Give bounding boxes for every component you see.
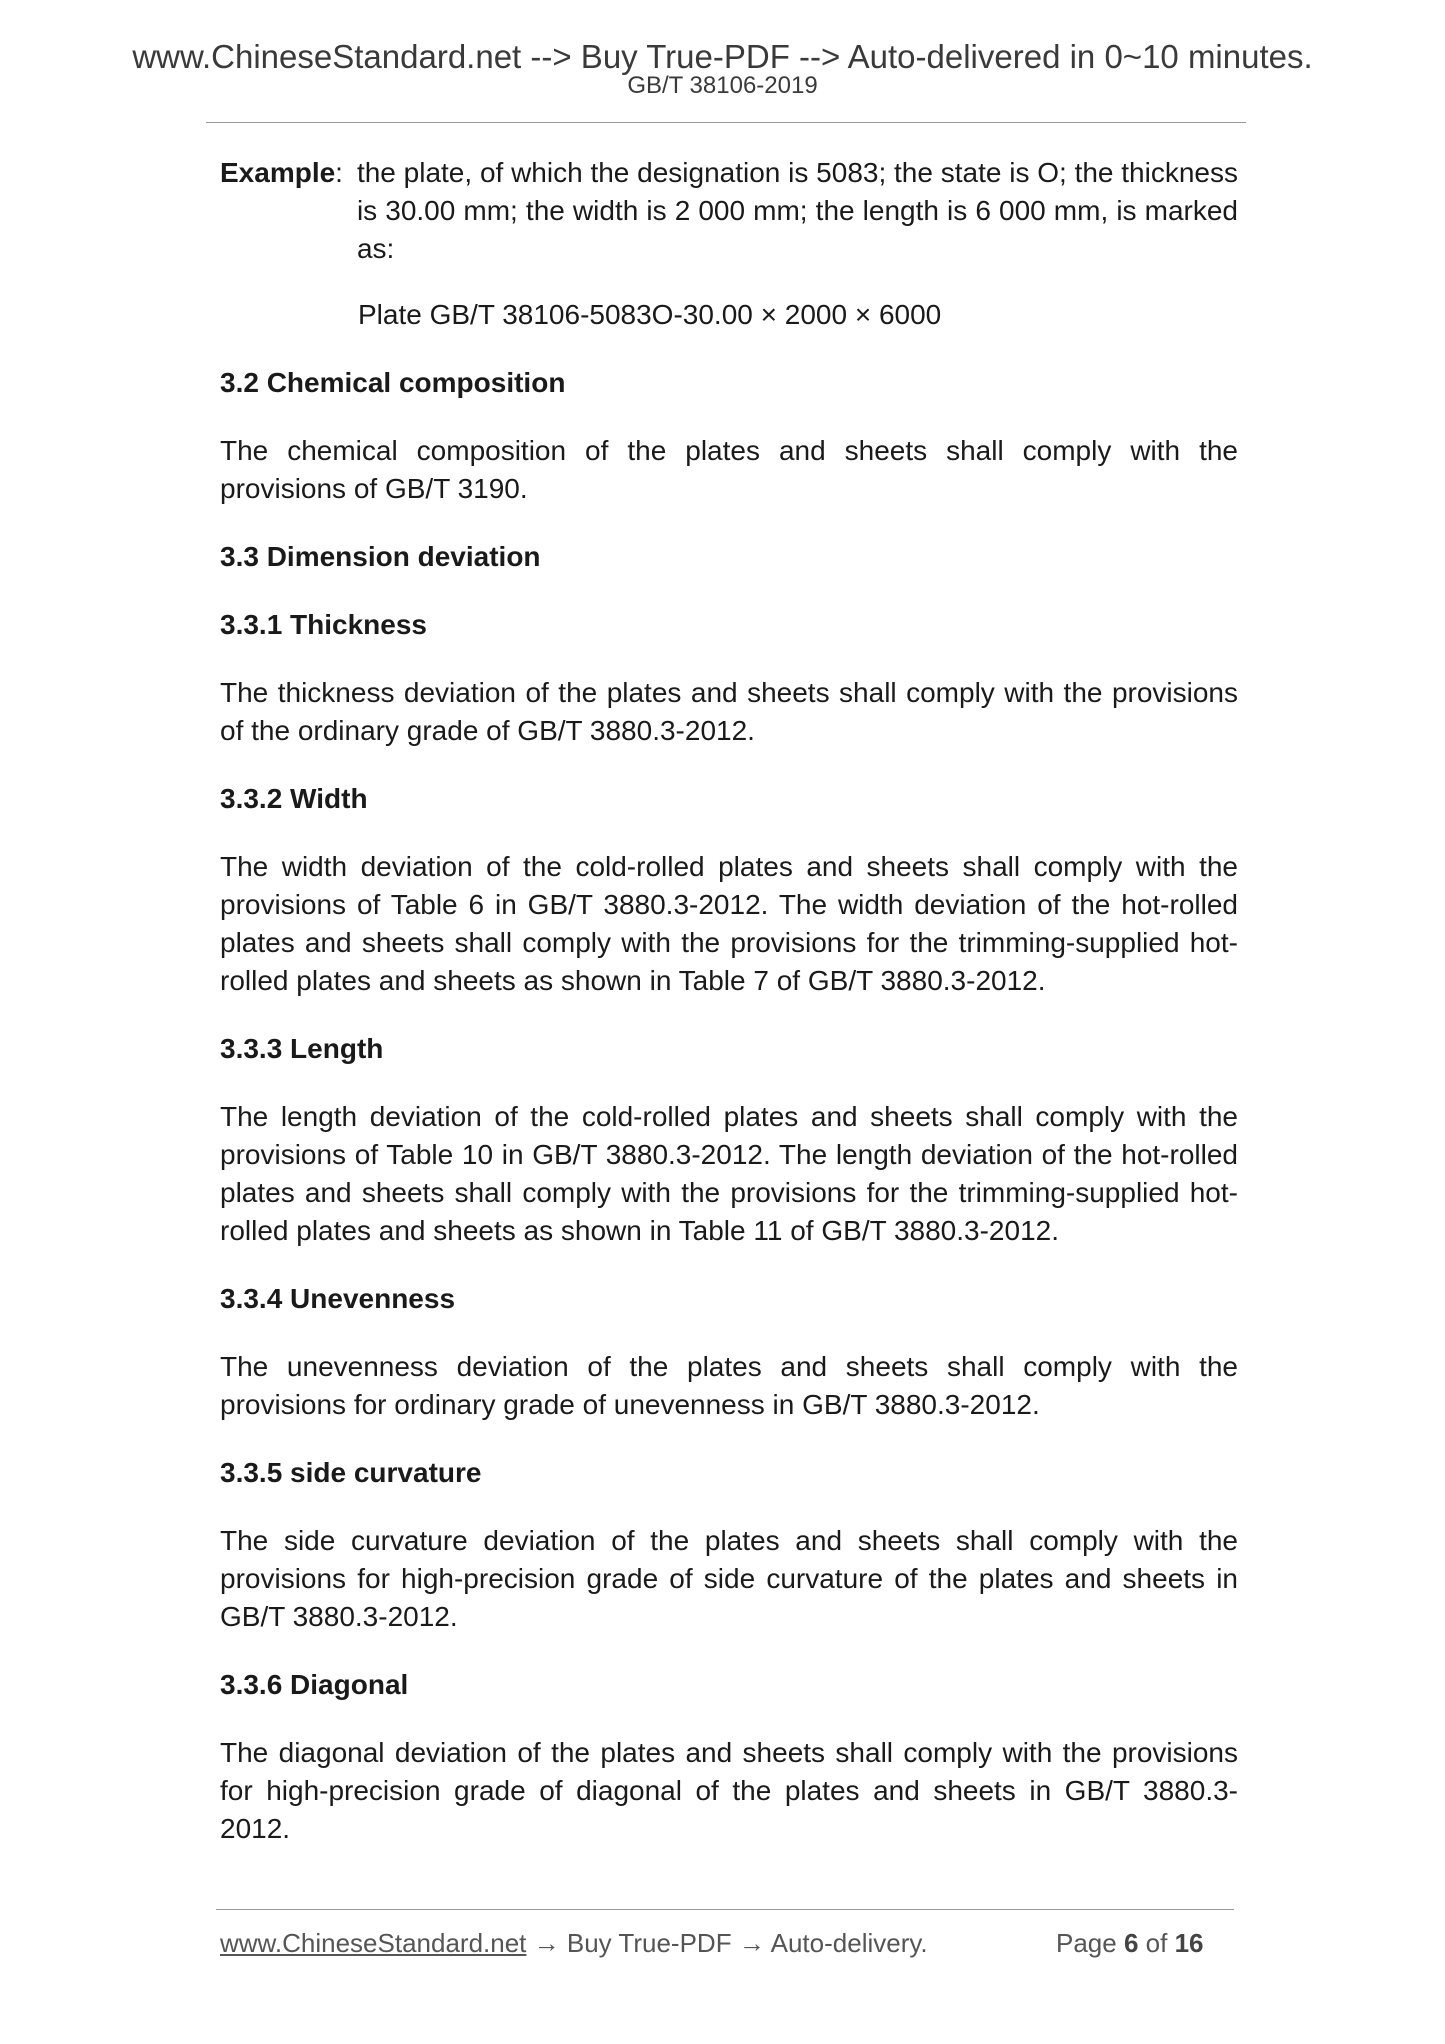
section-text-3-3-2: The width deviation of the cold-rolled plates and sheets shall comply with the provisions of Table 6 in GB/T 3880.3-2012. The width deviation of the hot-rolled plates and sheets shall comply with the provisions for the trimming-supplied hot-rolled plates and sheets as shown in Table 7 of GB/T 3880.3-2012. — [220, 851, 1238, 996]
page-of: of — [1145, 1928, 1168, 1958]
arrow-right-icon: → — [533, 1928, 560, 1958]
section-heading-3-3-3: 3.3.3 Length — [220, 1033, 384, 1064]
footer-site-link[interactable]: www.ChineseStandard.net — [220, 1928, 527, 1958]
example-label-wrap: Example: — [220, 157, 343, 188]
top-banner: www.ChineseStandard.net --> Buy True-PDF --> Auto-delivered in 0~10 minutes. — [132, 38, 1313, 75]
document-body — [220, 154, 1238, 1848]
section-text-3-3-1: The thickness deviation of the plates and sheets shall comply with the provisions of the ordinary grade of GB/T 3880.3-2012. — [220, 677, 1238, 746]
page-total: 16 — [1174, 1928, 1204, 1958]
page-label: Page — [1056, 1928, 1117, 1958]
page-number — [1056, 1928, 1204, 1959]
section-heading-3-3-5: 3.3.5 side curvature — [220, 1457, 482, 1488]
footer-divider — [216, 1909, 1234, 1910]
section-text-3-3-6: The diagonal deviation of the plates and sheets shall comply with the provisions for high-precision grade of diagonal of the plates and sheets in GB/T 3880.3-2012. — [220, 1737, 1238, 1844]
section-text-3-2: The chemical composition of the plates and sheets shall comply with the provisions of GB/T 3190. — [220, 435, 1238, 504]
example-text: the plate, of which the designation is 5083; the state is O; the thickness is 30.00 mm; the width is 2 000 mm; the length is 6 000 mm, is marked as: — [356, 157, 1238, 264]
section-heading-3-3-6: 3.3.6 Diagonal — [220, 1669, 409, 1700]
section-heading-3-2: 3.2 Chemical composition — [220, 367, 566, 398]
page-current: 6 — [1123, 1928, 1139, 1958]
standard-code: GB/T 38106-2019 — [627, 72, 818, 99]
section-heading-3-3-2: 3.3.2 Width — [220, 783, 368, 814]
section-heading-3-3: 3.3 Dimension deviation — [220, 541, 541, 572]
footer-links — [220, 1928, 928, 1959]
header-divider — [206, 122, 1246, 123]
example-label: Example — [220, 157, 336, 188]
arrow-right-icon: → — [738, 1928, 765, 1958]
section-heading-3-3-4: 3.3.4 Unevenness — [220, 1283, 456, 1314]
section-text-3-3-5: The side curvature deviation of the plates and sheets shall comply with the provisions for high-precision grade of side curvature of the plates and sheets in GB/T 3880.3-2012. — [220, 1525, 1238, 1632]
example-block — [220, 154, 1238, 268]
footer-delivery-text: Auto-delivery. — [770, 1928, 928, 1958]
section-heading-3-3-1: 3.3.1 Thickness — [220, 609, 428, 640]
section-text-3-3-3: The length deviation of the cold-rolled plates and sheets shall comply with the provisions of Table 10 in GB/T 3880.3-2012. The length deviation of the hot-rolled plates and sheets shall comply with the provisions for the trimming-supplied hot-rolled plates and sheets as shown in Table 11 of GB/T 3880.3-2012. — [220, 1101, 1238, 1246]
example-marking: Plate GB/T 38106-5083O-30.00 × 2000 × 6000 — [358, 299, 942, 330]
section-text-3-3-4: The unevenness deviation of the plates and sheets shall comply with the provisions for ordinary grade of unevenness in GB/T 3880.3-2012. — [220, 1351, 1238, 1420]
footer-buy-text: Buy True-PDF — [566, 1928, 732, 1958]
